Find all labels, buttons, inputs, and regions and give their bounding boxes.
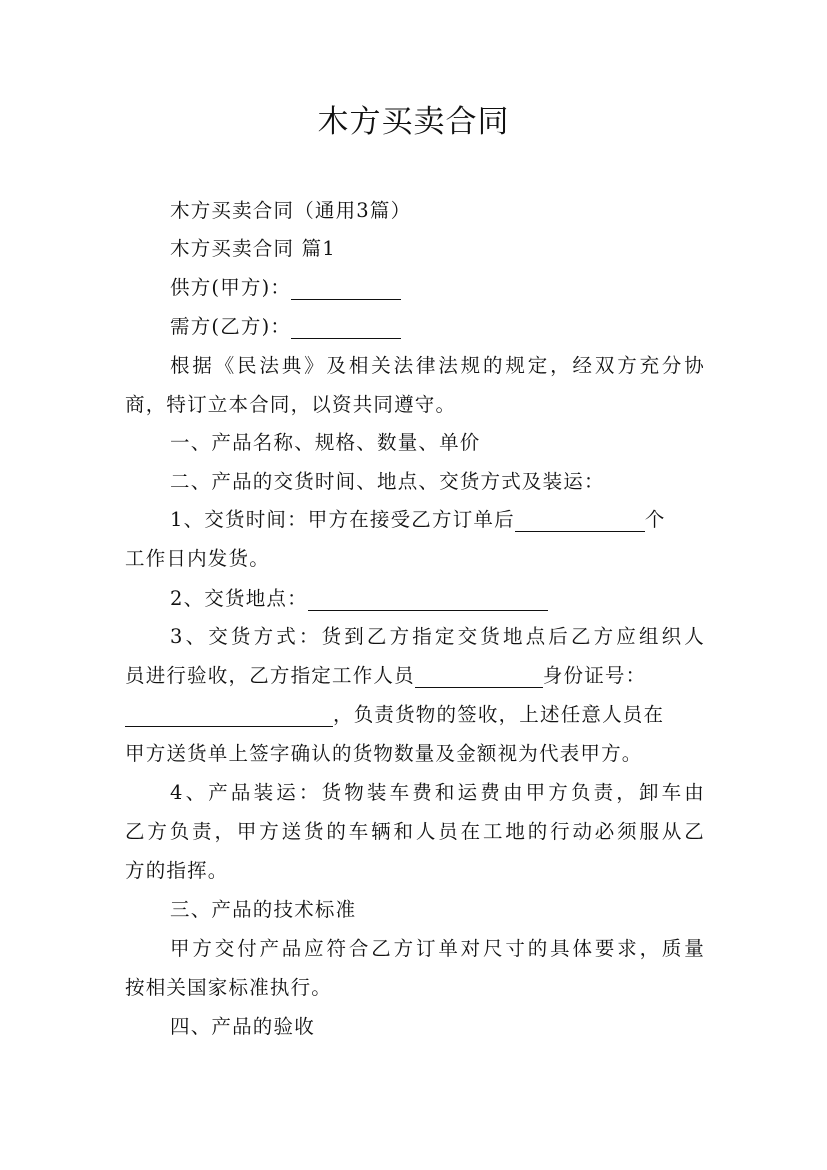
delivery-place-label: 2、交货地点：: [170, 587, 308, 610]
sign-responsibility-text: ，负责货物的签收，上述任意人员在: [333, 703, 665, 726]
document-title: 木方买卖合同: [317, 104, 510, 140]
delivery-place-blank: [308, 586, 548, 611]
document-subtitle: 木方买卖合同（通用3篇）: [170, 199, 412, 222]
clause-2-heading: 二、产品的交货时间、地点、交货方式及装运：: [170, 470, 605, 493]
supplier-blank: [291, 275, 401, 300]
receiver-name-blank: [415, 663, 543, 688]
delivery-time-line-2: 工作日内发货。: [125, 547, 270, 570]
shipping-line-1: 4、产品装运：货物装车费和运费由甲方负责，卸车由: [170, 781, 705, 804]
technical-standard-line-2: 按相关国家标准执行。: [125, 976, 333, 999]
delivery-time-line: [170, 501, 705, 539]
delivery-time-text: 1、交货时间：甲方在接受乙方订单后: [170, 508, 515, 531]
shipping-line-2: 乙方负责，甲方送货的车辆和人员在工地的行动必须服从乙: [125, 820, 705, 843]
delivery-method-line-1: 3、交货方式：货到乙方指定交货地点后乙方应组织人: [170, 625, 705, 648]
buyer-blank: [291, 314, 401, 339]
id-number-label: 身份证号：: [542, 664, 647, 687]
section-heading: 木方买卖合同 篇1: [170, 237, 336, 260]
supplier-line: [170, 269, 705, 307]
supplier-label: 供方(甲方)：: [170, 276, 292, 299]
clause-1-heading: 一、产品名称、规格、数量、单价: [170, 431, 481, 454]
delivery-method-line-2: [125, 657, 705, 695]
buyer-label: 需方(乙方)：: [170, 315, 292, 338]
delivery-days-blank: [515, 507, 645, 532]
buyer-line: [170, 308, 705, 346]
delivery-time-unit: 个: [644, 508, 666, 531]
clause-4-heading: 四、产品的验收: [170, 1015, 315, 1038]
id-number-blank: [125, 702, 333, 727]
delivery-place-line: [170, 580, 705, 618]
shipping-line-3: 方的指挥。: [125, 859, 229, 882]
technical-standard-line-1: 甲方交付产品应符合乙方订单对尺寸的具体要求，质量: [170, 937, 705, 960]
intro-line-2: 商，特订立本合同，以资共同遵守。: [125, 393, 457, 416]
clause-3-heading: 三、产品的技术标准: [170, 898, 357, 921]
delivery-method-line-3: [125, 696, 705, 734]
receiver-label: 员进行验收，乙方指定工作人员: [125, 664, 415, 687]
intro-line-1: 根据《民法典》及相关法律法规的规定，经双方充分协: [170, 354, 705, 377]
delivery-method-line-4: 甲方送货单上签字确认的货物数量及金额视为代表甲方。: [125, 742, 643, 765]
